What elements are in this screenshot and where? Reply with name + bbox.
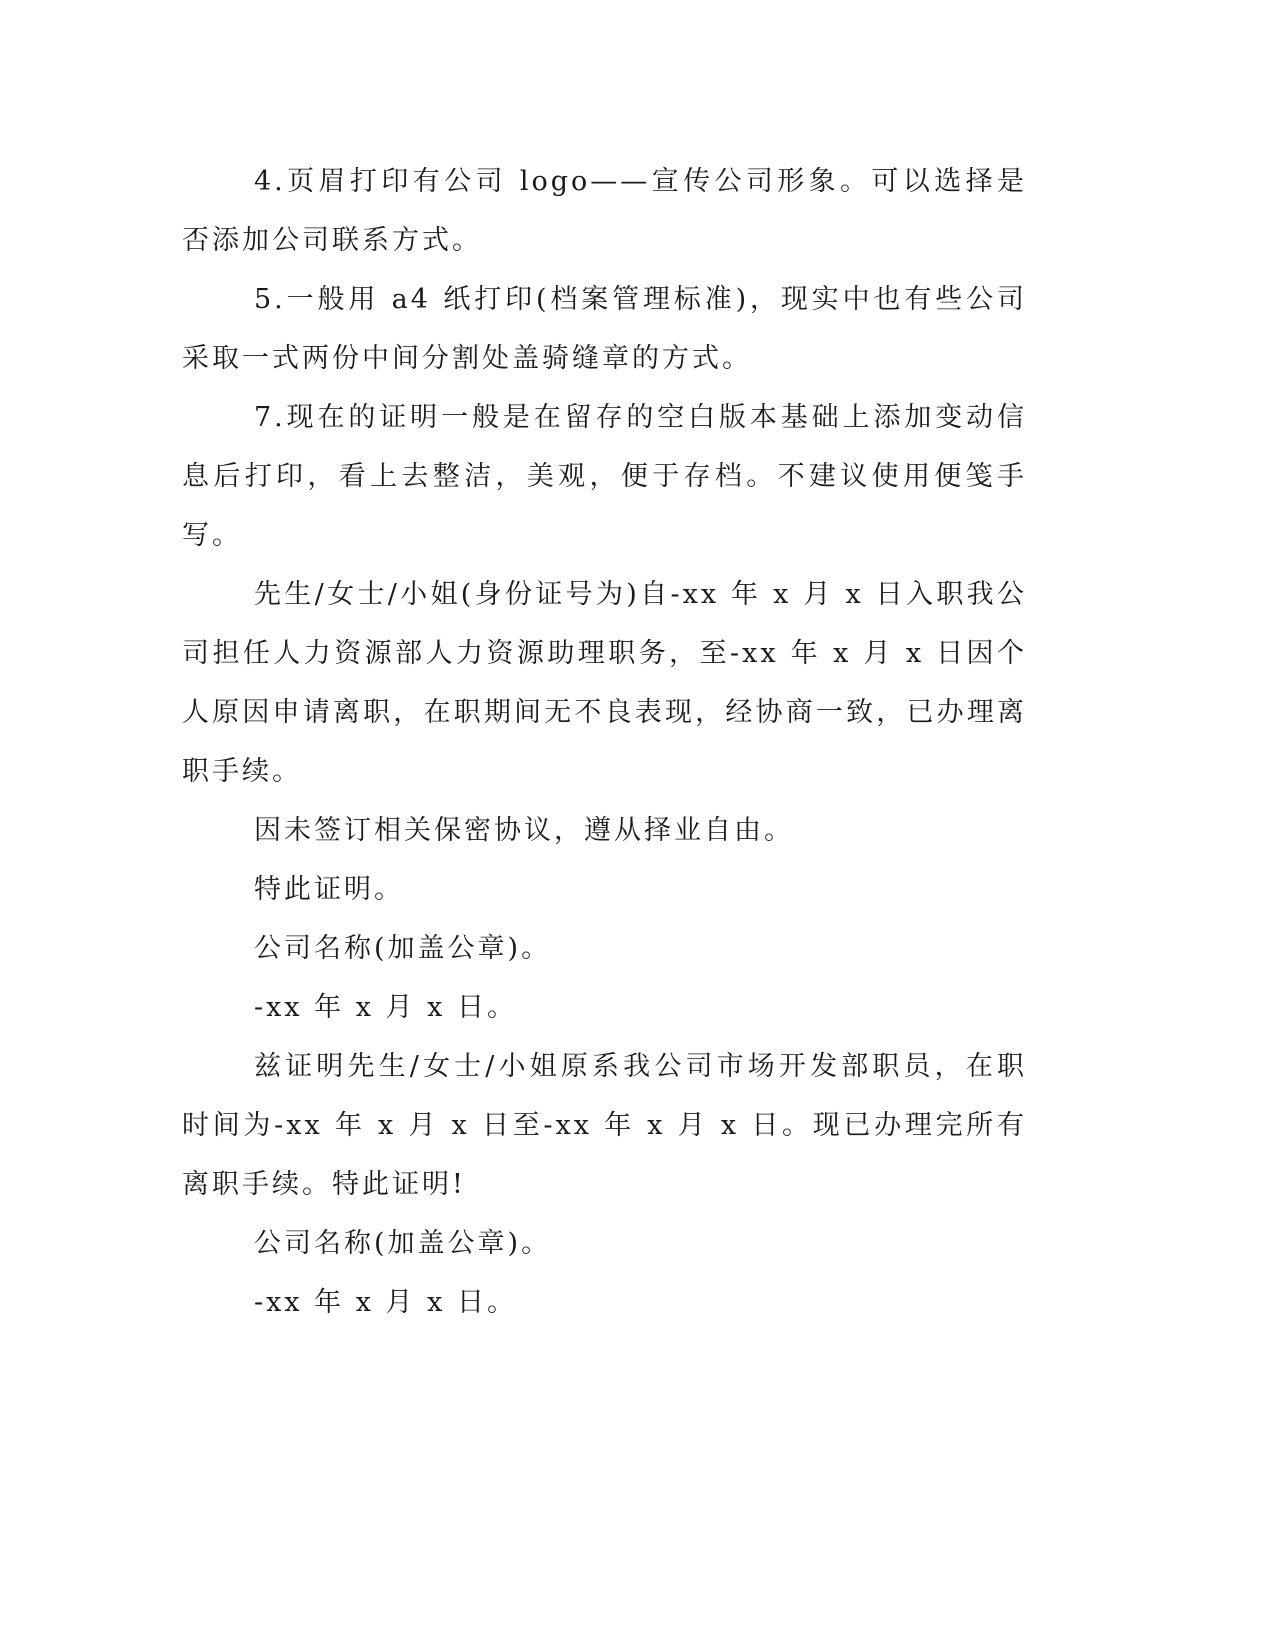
paragraph-letterhead-logo: 4.页眉打印有公司 logo——宣传公司形象。可以选择是否添加公司联系方式。 <box>182 166 1027 256</box>
paragraph-hereby-certify: 特此证明。 <box>254 874 404 905</box>
paragraph-paper-size: 5.一般用 a4 纸打印(档案管理标准)，现实中也有些公司采取一式两份中间分割处盖骑缝章的方式。 <box>182 284 1027 374</box>
paragraph-certificate-body-2: 兹证明先生/女士/小姐原系我公司市场开发部职员，在职时间为-xx 年 x 月 x 日至-xx 年 x 月 x 日。现已办理完所有离职手续。特此证明! <box>182 1051 1027 1200</box>
paragraph-date-2: -xx 年 x 月 x 日。 <box>254 1287 517 1318</box>
paragraph-company-name-1: 公司名称(加盖公章)。 <box>254 933 552 964</box>
document-body <box>182 152 1027 1332</box>
paragraph-certificate-body-1: 先生/女士/小姐(身份证号为)自-xx 年 x 月 x 日入职我公司担任人力资源部人力资源助理职务，至-xx 年 x 月 x 日因个人原因申请离职，在职期间无不良表现，经协商一致，已办理离职手续。 <box>182 579 1027 787</box>
paragraph-date-1: -xx 年 x 月 x 日。 <box>254 992 517 1023</box>
paragraph-printing-advice: 7.现在的证明一般是在留存的空白版本基础上添加变动信息后打印，看上去整洁，美观，便于存档。不建议使用便笺手写。 <box>182 402 1027 551</box>
paragraph-company-name-2: 公司名称(加盖公章)。 <box>254 1228 552 1259</box>
paragraph-confidentiality: 因未签订相关保密协议，遵从择业自由。 <box>254 815 794 846</box>
